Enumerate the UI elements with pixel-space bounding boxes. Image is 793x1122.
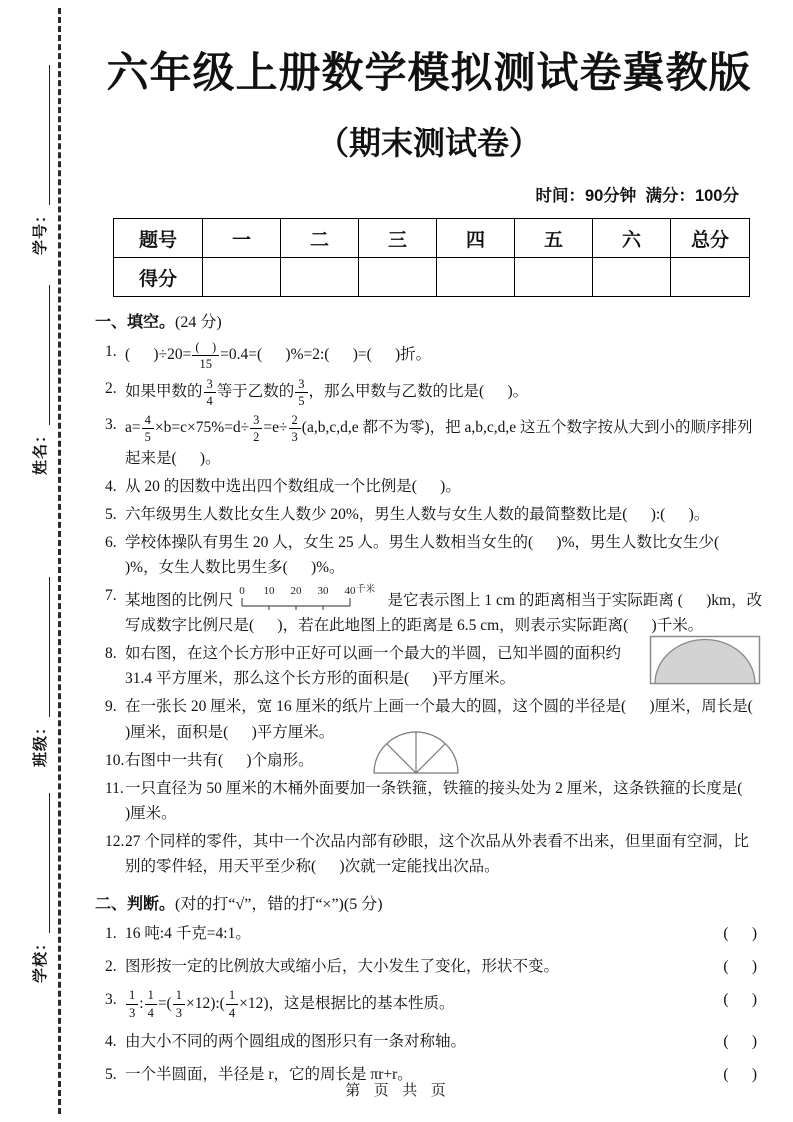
score-table-header-cell: 三 (359, 219, 437, 258)
score-table-header-cell: 一 (203, 219, 281, 258)
score-table-header-cell: 四 (437, 219, 515, 258)
fraction: $\frac{1}{4}$ (226, 987, 238, 1021)
score-table-header-row (114, 219, 750, 258)
question-text: 一个半圆面，半径是 r，它的周长是 πr+r。 (125, 1066, 413, 1084)
question-number: 12. (105, 833, 125, 851)
question-text: 右图中一共有( )个扇形。 (125, 751, 314, 769)
question (95, 641, 763, 691)
score-cell (437, 258, 515, 297)
fraction: $\frac{4}{5}$ (142, 412, 154, 446)
section-heading-score: (24 分) (175, 314, 222, 331)
question-number: 1. (105, 925, 117, 943)
question-text: 如右图，在这个长方形中正好可以画一个最大的半圆，已知半圆的面积约 31.4 平方厘米，那么这个长方形的面积是( )平方厘米。 (125, 645, 625, 688)
question-number: 6. (105, 533, 117, 551)
score-table-score-row (114, 258, 750, 297)
margin-label-school (26, 793, 50, 983)
answer-bracket: ( ) (723, 925, 757, 943)
question (95, 376, 763, 410)
score-table (113, 218, 750, 297)
scale-ruler-figure (236, 583, 386, 613)
fraction: $\frac{3}{5}$ (295, 376, 307, 410)
question (95, 412, 763, 471)
question (95, 339, 763, 373)
margin-fill-line (34, 65, 50, 205)
question (95, 987, 763, 1021)
exam-content (95, 0, 776, 1095)
question (95, 474, 763, 499)
question (95, 1029, 763, 1054)
question-number: 7. (105, 587, 117, 605)
fraction: $\frac{1}{4}$ (145, 987, 157, 1021)
question-number: 3. (105, 991, 117, 1009)
question-number: 5. (105, 1066, 117, 1084)
fill-in-question-list (95, 339, 776, 879)
margin-label-name (26, 285, 50, 475)
svg-text:30: 30 (317, 585, 329, 598)
exam-info: 时间：90分钟 满分：100分 (535, 187, 739, 205)
question-text: 在一张长 20 厘米，宽 16 厘米的纸片上画一个最大的圆，这个圆的半径是( )厘米，周长是( )厘米，面积是( )平方厘米。 (125, 698, 776, 741)
section-heading-score: (对的打“√”，错的打“×”)(5 分) (175, 896, 383, 914)
svg-text:0: 0 (238, 585, 245, 598)
question-text: 如果甲数的 $\frac{3}{4}$ 等于乙数的 $\frac{3}{5}$ ，那么甲数与乙数的比是( )。 (125, 376, 529, 408)
question-text: 某地图的比例尺 0 10 20 30 40 千米 是它表示图上 1 cm 的距离相当于实际距离 ( )km，改写成数字比例尺是( )，若在此地图上的距离是 6.5 cm，则表示实际距离( )千米。 (125, 585, 763, 635)
question-text: 图形按一定的比例放大或缩小后，大小发生了变化，形状不变。 (125, 958, 560, 976)
question (95, 776, 766, 826)
fraction: $\frac{3}{2}$ (250, 412, 262, 446)
question-number: 11. (105, 779, 124, 797)
question-text: 一只直径为 50 厘米的木桶外面要加一条铁箍，铁箍的接头处为 2 厘米，这条铁箍的长度是( )厘米。 (125, 779, 766, 822)
question-number: 3. (105, 416, 117, 433)
question-text: 从 20 的因数中选出四个数组成一个比例是( )。 (125, 477, 461, 495)
fraction: $\frac{3}{4}$ (204, 376, 216, 410)
fan-figure (372, 730, 460, 775)
question-text: $\frac{1}{3}$ : $\frac{1}{4}$ =( $\frac{1}{3}$ ×12):( $\frac{1}{4}$ ×12)，这是根据比的基本性质。 (125, 995, 455, 1012)
score-cell (203, 258, 281, 297)
question (95, 502, 763, 527)
question-number: 4. (105, 1032, 117, 1050)
answer-bracket: ( ) (723, 1032, 757, 1050)
footer-page-label: 第 页 共 页 (345, 1083, 448, 1099)
score-table-header-cell: 五 (515, 219, 593, 258)
question (95, 921, 763, 946)
question-number: 8. (105, 645, 117, 663)
svg-text:10: 10 (263, 585, 275, 598)
margin-label-text: 姓名： (33, 426, 49, 475)
section-heading-judgment (95, 891, 763, 914)
score-table-header-cell: 二 (281, 219, 359, 258)
margin-fill-line (34, 793, 50, 933)
score-table-header-cell: 题号 (114, 219, 203, 258)
judgment-question-list (95, 921, 763, 1087)
svg-text:千米: 千米 (355, 585, 375, 596)
question-number: 9. (105, 698, 117, 716)
question-text: ( )÷20= $\frac{( )}{15}$ =0.4=( )%=2:( )=( )折。 (125, 340, 432, 372)
answer-bracket: ( ) (723, 1066, 757, 1084)
page-subtitle: （期末测试卷） (316, 125, 541, 161)
score-cell (671, 258, 750, 297)
margin-fill-line (34, 285, 50, 425)
fraction: $\frac{1}{3}$ (126, 987, 138, 1021)
answer-bracket: ( ) (723, 958, 757, 976)
question-number: 2. (105, 379, 117, 397)
score-row-label: 得分 (114, 258, 203, 297)
question-text: 由大小不同的两个圆组成的图形只有一条对称轴。 (125, 1032, 467, 1050)
section-heading-fill-in (95, 309, 763, 332)
question-text: a= $\frac{4}{5}$ ×b=c×75%=d÷ $\frac{3}{2}$ =e÷ $\frac{2}{3}$ (a,b,c,d,e 都不为零)，把 a,b,c,d,e 这五个数字按从大到小的顺序排列起来是( )。 (125, 413, 753, 467)
margin-label-text: 学校： (33, 934, 49, 983)
question-text: 16 吨:4 千克=4:1。 (125, 925, 251, 943)
score-table-header-cell: 总分 (671, 219, 750, 258)
margin-label-text: 学号： (33, 206, 49, 255)
question (95, 530, 763, 580)
answer-bracket: ( ) (723, 991, 757, 1009)
svg-text:40: 40 (344, 585, 356, 598)
fraction: $\frac{1}{3}$ (173, 987, 185, 1021)
section-heading-label: 二、判断。 (95, 896, 176, 914)
question-number: 2. (105, 958, 117, 976)
question-text: 学校体操队有男生 20 人，女生 25 人。男生人数相当女生的( )%，男生人数比女生少( )%，女生人数比男生多( )%。 (125, 533, 743, 576)
score-cell (515, 258, 593, 297)
semicircle-rectangle-figure (649, 635, 761, 685)
question (95, 829, 763, 879)
question-number: 4. (105, 477, 117, 495)
margin-label-student-id (26, 65, 50, 255)
score-table-header-cell: 六 (593, 219, 671, 258)
margin-label-text: 班级： (33, 718, 49, 767)
margin-fill-line (34, 577, 50, 717)
score-cell (281, 258, 359, 297)
question (95, 583, 763, 638)
question-number: 1. (105, 343, 117, 360)
page-title: 六年级上册数学模拟测试卷冀教版 (106, 49, 752, 96)
question (95, 748, 763, 773)
question (95, 954, 763, 979)
fraction: $\frac{2}{3}$ (289, 412, 301, 446)
fold-dashed-line (58, 8, 61, 1114)
section-heading-label: 一、填空。 (95, 314, 176, 331)
margin-label-class (26, 577, 50, 767)
question-text: 六年级男生人数比女生人数少 20%，男生人数与女生人数的最简整数比是( ):( )。 (125, 505, 710, 523)
question-text: 27 个同样的零件，其中一个次品内部有砂眼，这个次品从外表看不出来，但里面有空洞，比别的零件轻，用天平至少称( )次就一定能找出次品。 (125, 833, 749, 876)
fraction: $\frac{( )}{15}$ (192, 339, 219, 373)
score-cell (359, 258, 437, 297)
score-cell (593, 258, 671, 297)
svg-text:20: 20 (290, 585, 302, 598)
question-number: 5. (105, 505, 117, 523)
question-number: 10. (105, 751, 125, 769)
